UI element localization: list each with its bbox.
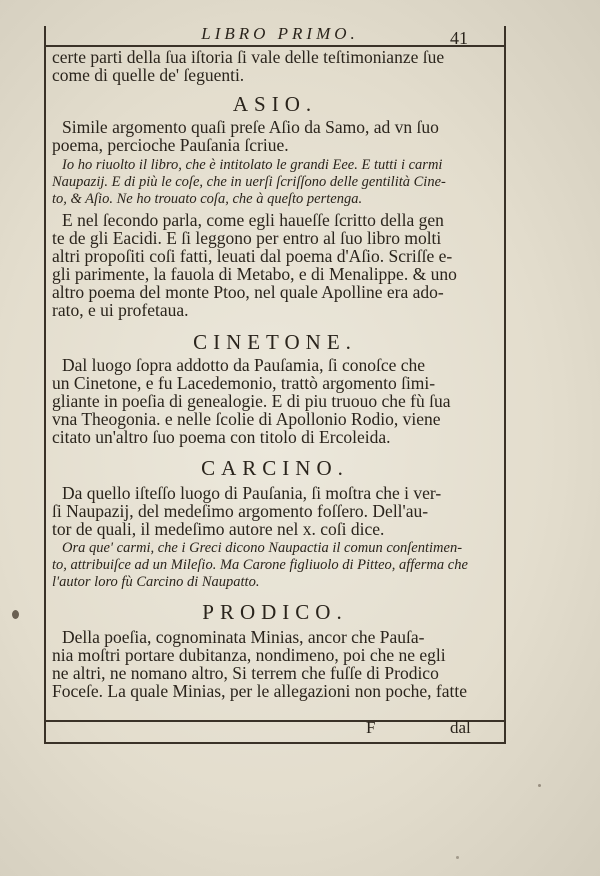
quote-line: Io ho riuolto il libro, che è intitolato le grandi Eee. E tutti i carmi (62, 157, 443, 173)
text-line: altri propoſiti coſi fatti, leuati dal poema d'Aſio. Scriſſe e- (52, 246, 453, 266)
asio-quote (52, 157, 498, 208)
section-heading-cinetone: CINETONE. (193, 330, 357, 354)
text-line: altro poema del monte Ptoo, nel quale Apolline era ado- (52, 282, 444, 302)
text-line: E nel ſecondo parla, come egli haueſſe ſcritto della gen (62, 210, 444, 230)
paper-speck (456, 856, 459, 859)
carcino-quote (52, 540, 498, 591)
text-line: poema, percioche Pauſania ſcriue. (52, 135, 289, 155)
left-rule (44, 26, 46, 742)
paper-stain (12, 610, 19, 619)
paper-speck (538, 784, 541, 787)
text-line: certe parti della ſua iſtoria ſi vale delle teſtimonianze ſue (52, 47, 445, 67)
catchword: dal (450, 718, 471, 737)
text-line: Da quello iſteſſo luogo di Pauſania, ſi moſtra che i ver- (62, 483, 442, 503)
text-line: citato un'altro ſuo poema con titolo di Ercoleida. (52, 427, 391, 447)
text-line: tor de quali, il medeſimo autore nel x. coſi dice. (52, 519, 385, 539)
text-line: gliante in poeſia di genealogie. E di piu truouo che fù ſua (52, 391, 451, 411)
page-number: 41 (450, 28, 468, 48)
text-line: vna Theogonia. e nelle ſcolie di Apollonio Rodio, viene (52, 409, 441, 429)
section-heading-asio: ASIO. (232, 92, 318, 116)
section-heading-prodico: PRODICO. (202, 600, 348, 624)
text-line: Foceſe. La quale Minias, per le allegazioni non poche, fatte (52, 681, 467, 701)
signature-mark: F (366, 718, 376, 737)
section-heading-carcino: CARCINO. (201, 456, 349, 480)
running-head: LIBRO PRIMO. (201, 24, 359, 43)
asio-paragraph-2 (52, 211, 498, 319)
text-line: nia moſtri portare dubitanza, nondimeno, poi che ne egli (52, 645, 446, 665)
text-line: Della poeſia, cognominata Minias, ancor che Pauſa- (62, 627, 425, 647)
text-line: un Cinetone, e fu Lacedemonio, trattò argomento ſimi- (52, 373, 436, 393)
text-line: come di quelle de' ſeguenti. (52, 65, 245, 85)
footer-rule (44, 720, 506, 722)
quote-line: Naupazij. E di più le coſe, che in uerſi ſcriſſono delle gentilità Cine- (52, 174, 446, 190)
text-line: gli parimente, la fauola di Metabo, e di Menalippe. & uno (52, 264, 457, 284)
quote-line: to, & Aſio. Ne ho trouato coſa, che à queſto pertenga. (52, 191, 363, 207)
asio-paragraph-1 (52, 118, 498, 154)
text-line: ne altri, ne nomano altro, Si terrem che fuſſe di Prodico (52, 663, 439, 683)
intro-paragraph (52, 48, 498, 84)
quote-line: l'autor loro fù Carcino di Naupatto. (52, 574, 260, 590)
carcino-paragraph (52, 484, 498, 538)
text-line: ſi Naupazij, del medeſimo argomento foſſero. Dell'au- (52, 501, 429, 521)
text-line: te de gli Eacidi. E ſi leggono per entro al ſuo libro molti (52, 228, 442, 248)
text-line: Simile argomento quaſi preſe Aſio da Samo, ad vn ſuo (62, 117, 439, 137)
quote-line: to, attribuiſce ad un Mileſio. Ma Carone figliuolo di Pitteo, afferma che (52, 557, 468, 573)
prodico-paragraph (52, 628, 498, 700)
quote-line: Ora que' carmi, che i Greci dicono Naupactia il comun conſentimen- (62, 540, 463, 556)
text-line: Dal luogo ſopra addotto da Pauſamia, ſi conoſce che (62, 355, 426, 375)
text-line: rato, e ui profetaua. (52, 300, 189, 320)
cinetone-paragraph (52, 356, 498, 446)
